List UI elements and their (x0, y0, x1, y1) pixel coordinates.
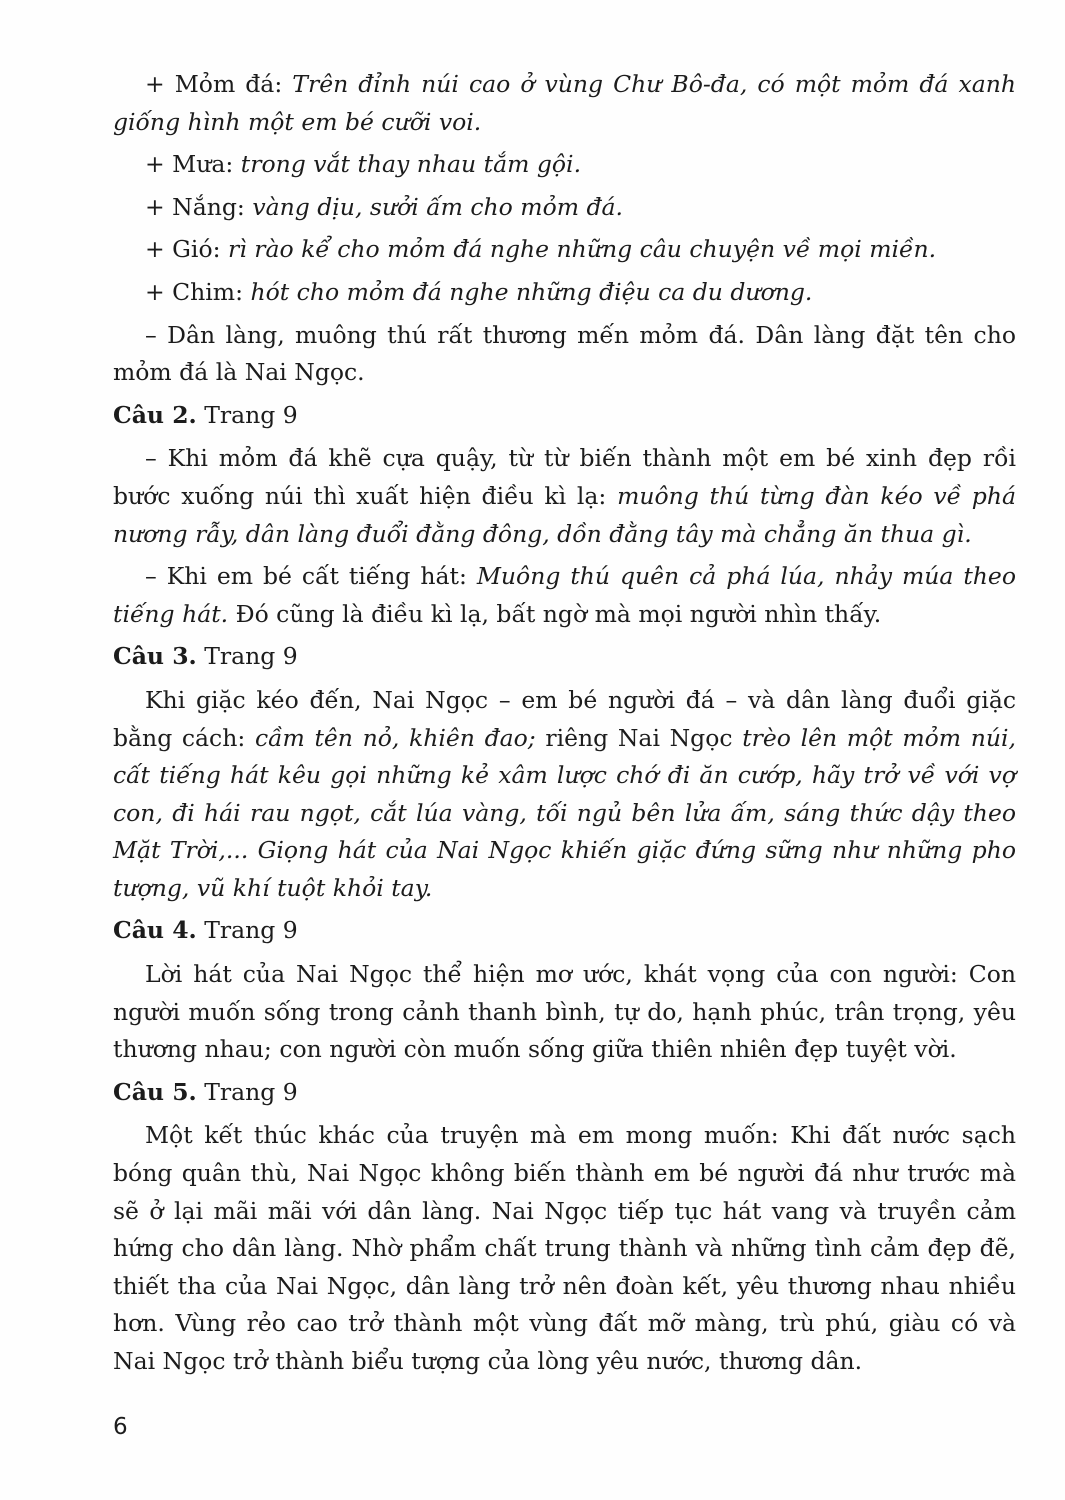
chim-label: + Chim: (145, 277, 251, 306)
cau2-p2-tail: Đó cũng là điều kì lạ, bất ngờ mà mọi người nhìn thấy. (228, 599, 882, 628)
cau2-heading (113, 397, 1016, 435)
cau3-italic-1: cầm tên nỏ, khiên đao; (254, 723, 536, 752)
cau2-p2-italic: Muông thú quên cả phá lúa, nhảy múa theo tiếng hát. (113, 562, 1016, 628)
mom-da-text: Trên đỉnh núi cao ở vùng Chư Bô-đa, có một mỏm đá xanh giống hình một em bé cưỡi voi. (113, 70, 1016, 136)
cau4-page: Trang 9 (196, 916, 298, 945)
mom-da-line (113, 66, 1016, 141)
gio-line (113, 231, 1016, 269)
cau2-paragraph-2 (113, 558, 1016, 633)
chim-line (113, 274, 1016, 312)
cau4-title: Câu 4. (113, 916, 197, 945)
cau3-heading (113, 638, 1016, 676)
cau2-title: Câu 2. (113, 400, 197, 429)
mom-da-label: + Mỏm đá: (145, 70, 293, 98)
cau3-paragraph (113, 682, 1016, 908)
page-number: 6 (113, 1414, 128, 1440)
cau4-heading (113, 912, 1016, 950)
cau2-paragraph-1 (113, 440, 1016, 553)
nang-text: vàng dịu, sưởi ấm cho mỏm đá. (252, 192, 623, 221)
cau2-p2-text: – Khi em bé cất tiếng hát: (145, 562, 477, 591)
cau5-paragraph: Một kết thúc khác của truyện mà em mong muốn: Khi đất nước sạch bóng quân thù, Nai Ngọc không biến thành em bé người đá như trước mà sẽ ở lại mãi mãi với dân làng. Nai Ngọc tiếp tục hát vang và truyền cảm hứng cho dân làng. Nhờ phẩm chất trung thành và những tình cảm đẹp đẽ, thiết tha của Nai Ngọc, dân làng trở nên đoàn kết, yêu thương nhau nhiều hơn. Vùng rẻo cao trở thành một vùng đất mỡ màng, trù phú, giàu có và Nai Ngọc trở thành biểu tượng của lòng yêu nước, thương dân. (113, 1121, 1016, 1375)
mua-label: + Mưa: (145, 150, 241, 179)
cau2-page: Trang 9 (196, 400, 298, 429)
cau3-title: Câu 3. (113, 642, 197, 671)
nang-line (113, 189, 1016, 227)
cau2-p1-italic: muông thú từng đàn kéo về phá nương rẫy, dân làng đuổi đằng đông, dồn đằng tây mà chẳng ăn thua gì. (113, 481, 1016, 548)
page-content (113, 66, 1016, 1381)
mua-line (113, 146, 1016, 184)
cau5-title: Câu 5. (113, 1077, 197, 1106)
cau3-italic-2: trèo lên một mỏm núi, cất tiếng hát kêu gọi những kẻ xâm lược chớ đi ăn cướp, hãy trở về với vợ con, đi hái rau ngọt, cắt lúa vàng, tối ngủ bên lửa ấm, sáng thức dậy theo Mặt Trời,... Giọng hát của Nai Ngọc khiến giặc đứng sững như những pho tượng, vũ khí tuột khỏi tay. (113, 723, 1016, 902)
cau3-text-a: Khi giặc kéo đến, Nai Ngọc – em bé người đá – và dân làng đuổi giặc bằng cách: (113, 685, 1016, 752)
dan-lang-paragraph: – Dân làng, muông thú rất thương mến mỏm đá. Dân làng đặt tên cho mỏm đá là Nai Ngọc. (113, 320, 1016, 387)
cau5-page: Trang 9 (196, 1077, 298, 1106)
cau5-heading (113, 1074, 1016, 1112)
cau4-paragraph: Lời hát của Nai Ngọc thể hiện mơ ước, khát vọng của con người: Con người muốn sống trong cảnh thanh bình, tự do, hạnh phúc, trân trọng, yêu thương nhau; con người còn muốn sống giữa thiên nhiên đẹp tuyệt vời. (113, 960, 1016, 1064)
cau3-page: Trang 9 (196, 642, 298, 671)
gio-label: + Gió: (145, 235, 228, 264)
chim-text: hót cho mỏm đá nghe những điệu ca du dương. (250, 277, 813, 306)
cau2-p1-text: – Khi mỏm đá khẽ cựa quậy, từ từ biến thành một em bé xinh đẹp rồi bước xuống núi thì xuất hiện điều kì lạ: (113, 444, 1016, 510)
gio-text: rì rào kể cho mỏm đá nghe những câu chuyện về mọi miền. (227, 235, 937, 264)
nang-label: + Nắng: (145, 192, 253, 221)
mua-text: trong vắt thay nhau tắm gội. (240, 150, 582, 179)
cau3-text-b: riêng Nai Ngọc (535, 723, 743, 752)
